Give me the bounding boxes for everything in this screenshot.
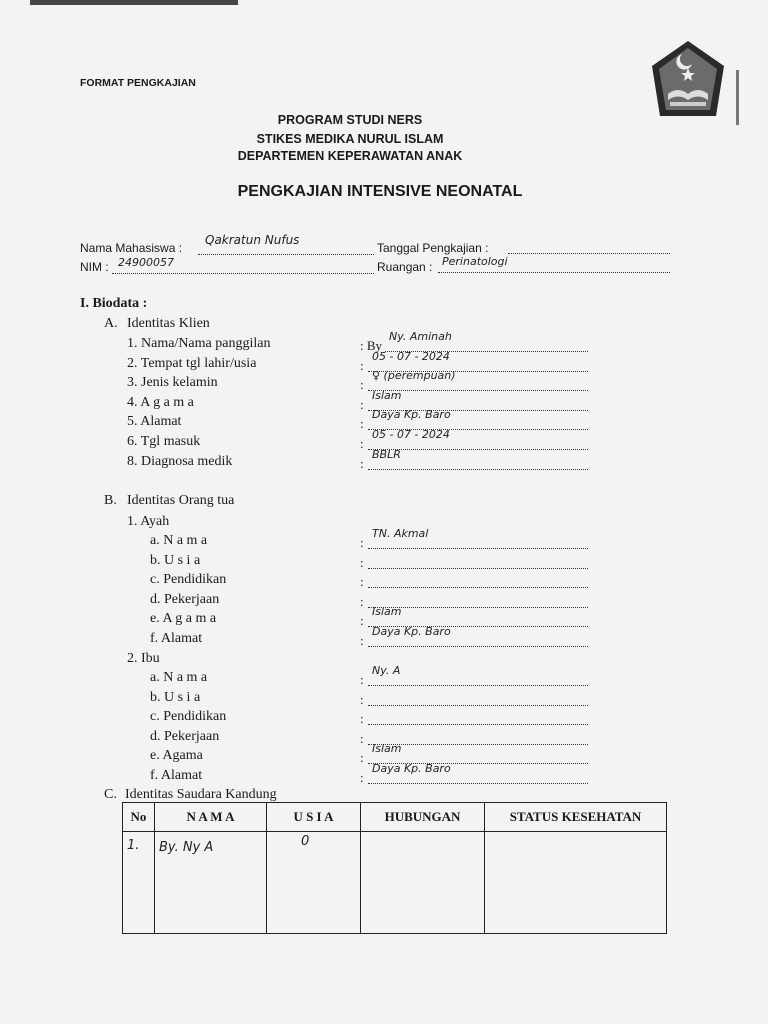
- father-label: 1. Ayah: [127, 514, 170, 529]
- assessment-date-label: Tanggal Pengkajian :: [377, 241, 489, 255]
- cell-nama: By. Ny A: [155, 832, 267, 934]
- father-field-label: c. Pendidikan: [150, 572, 227, 588]
- client-field-colon: :: [360, 377, 364, 393]
- mother-field-colon: :: [360, 672, 364, 687]
- room-line: [438, 272, 670, 273]
- father-field-label: d. Pekerjaan: [150, 591, 220, 607]
- mother-field-label: f. Alamat: [150, 768, 203, 783]
- mother-field-label: c. Pendidikan: [150, 709, 227, 725]
- client-field-value: BBLR: [372, 447, 401, 461]
- room-value: Perinatologi: [442, 255, 508, 268]
- format-label: FORMAT PENGKAJIAN: [80, 77, 196, 89]
- header-line-2: STIKES MEDIKA NURUL ISLAM: [256, 132, 444, 146]
- client-field-colon: : By: [360, 338, 383, 353]
- client-field-colon: :: [360, 357, 364, 373]
- header-hubungan: HUBUNGAN: [361, 803, 485, 832]
- client-field-label: 2. Tempat tgl lahir/usia: [127, 355, 257, 371]
- subsection-b-title: Identitas Orang tua: [127, 493, 235, 508]
- mother-field-label: a. N a m a: [150, 670, 208, 685]
- subsection-c-title: Identitas Saudara Kandung: [125, 787, 277, 802]
- mother-field-colon: :: [360, 711, 364, 727]
- client-field-value: Islam: [372, 388, 402, 402]
- subsection-a-title: Identitas Klien: [127, 316, 210, 331]
- room-label: Ruangan :: [377, 260, 433, 274]
- nim-value: 24900057: [118, 256, 174, 269]
- client-field-colon: :: [360, 416, 364, 432]
- father-field-colon: :: [360, 593, 364, 609]
- father-field-label: b. U s i a: [150, 552, 201, 568]
- father-field-colon: :: [360, 574, 364, 590]
- client-field-colon: :: [360, 396, 364, 412]
- client-field-value: 05 - 07 - 2024: [372, 428, 450, 441]
- client-field-label: 1. Nama/Nama panggilan: [127, 336, 271, 351]
- client-field-value: Ny. Aminah: [389, 330, 452, 343]
- father-field-value: Daya Kp. Baro: [372, 625, 451, 638]
- mother-field-colon: :: [360, 730, 364, 746]
- client-field-value: Daya Kp. Baro: [372, 408, 451, 422]
- client-field-label: 4. A g a m a: [127, 394, 194, 410]
- father-field-line: [368, 568, 588, 569]
- header-nama: N A M A: [155, 803, 267, 832]
- student-name-value: Qakratun Nufus: [205, 233, 300, 247]
- client-field-line: [368, 469, 588, 470]
- father-field-line: [368, 548, 588, 549]
- subsection-c-marker: C.: [104, 787, 117, 802]
- mother-field-value: Ny. A: [372, 664, 401, 677]
- client-field-colon: :: [360, 436, 364, 451]
- cell-usia: 0: [267, 832, 361, 934]
- mother-field-label: d. Pekerjaan: [150, 728, 220, 744]
- father-field-colon: :: [360, 633, 364, 648]
- father-field-colon: :: [360, 554, 364, 570]
- page-title: PENGKAJIAN INTENSIVE NEONATAL: [237, 183, 523, 200]
- table-row: [123, 832, 667, 934]
- client-field-label: 6. Tgl masuk: [127, 434, 201, 449]
- father-field-label: f. Alamat: [150, 631, 203, 646]
- mother-field-line: [368, 705, 588, 706]
- client-field-value: 05 - 07 - 2024: [372, 349, 450, 363]
- nim-label: NIM :: [80, 260, 109, 274]
- cell-status-kesehatan: [485, 832, 667, 934]
- father-field-line: [368, 646, 588, 647]
- subsection-b-marker: B.: [104, 493, 117, 508]
- mother-field-value: Daya Kp. Baro: [372, 762, 451, 775]
- father-field-label: e. A g a m a: [150, 611, 217, 627]
- institution-logo: [646, 38, 730, 122]
- mother-field-colon: :: [360, 770, 364, 785]
- father-field-value: Islam: [372, 605, 402, 619]
- student-name-line: [198, 254, 374, 255]
- header-line-3: DEPARTEMEN KEPERAWATAN ANAK: [237, 149, 463, 163]
- father-field-label: a. N a m a: [150, 533, 208, 548]
- section-biodata-title: I. Biodata :: [80, 296, 148, 311]
- mother-field-label: b. U s i a: [150, 689, 201, 705]
- father-field-colon: :: [360, 535, 364, 550]
- father-field-line: [368, 587, 588, 588]
- header-usia: U S I A: [267, 803, 361, 832]
- cell-no: 1.: [123, 832, 155, 934]
- assessment-date-line: [508, 253, 670, 254]
- student-name-label: Nama Mahasiswa :: [80, 241, 183, 255]
- mother-label: 2. Ibu: [127, 651, 160, 666]
- header-no: No: [123, 803, 155, 832]
- sibling-table: [122, 802, 667, 934]
- header-line-1: PROGRAM STUDI NERS: [277, 113, 423, 127]
- client-field-value: ♀ (perempuan): [372, 369, 456, 383]
- mother-field-colon: :: [360, 691, 364, 707]
- client-field-colon: :: [360, 455, 364, 471]
- mother-field-line: [368, 783, 588, 784]
- header-status-kesehatan: STATUS KESEHATAN: [485, 803, 667, 832]
- sibling-table-header-row: [123, 803, 667, 832]
- mother-field-colon: :: [360, 750, 364, 766]
- father-field-value: TN. Akmal: [372, 527, 429, 540]
- client-field-label: 8. Diagnosa medik: [127, 453, 233, 469]
- mother-field-line: [368, 724, 588, 725]
- client-field-line: [368, 449, 588, 450]
- nim-line: [112, 273, 374, 274]
- mother-field-value: Islam: [372, 742, 402, 756]
- scan-edge-bar: [30, 0, 238, 5]
- cell-hubungan: [361, 832, 485, 934]
- client-field-label: 3. Jenis kelamin: [127, 375, 218, 391]
- client-field-label: 5. Alamat: [127, 414, 182, 430]
- scan-edge-mark: [736, 70, 739, 125]
- subsection-a-marker: A.: [104, 316, 118, 331]
- mother-field-label: e. Agama: [150, 748, 203, 764]
- mother-field-line: [368, 685, 588, 686]
- father-field-colon: :: [360, 613, 364, 629]
